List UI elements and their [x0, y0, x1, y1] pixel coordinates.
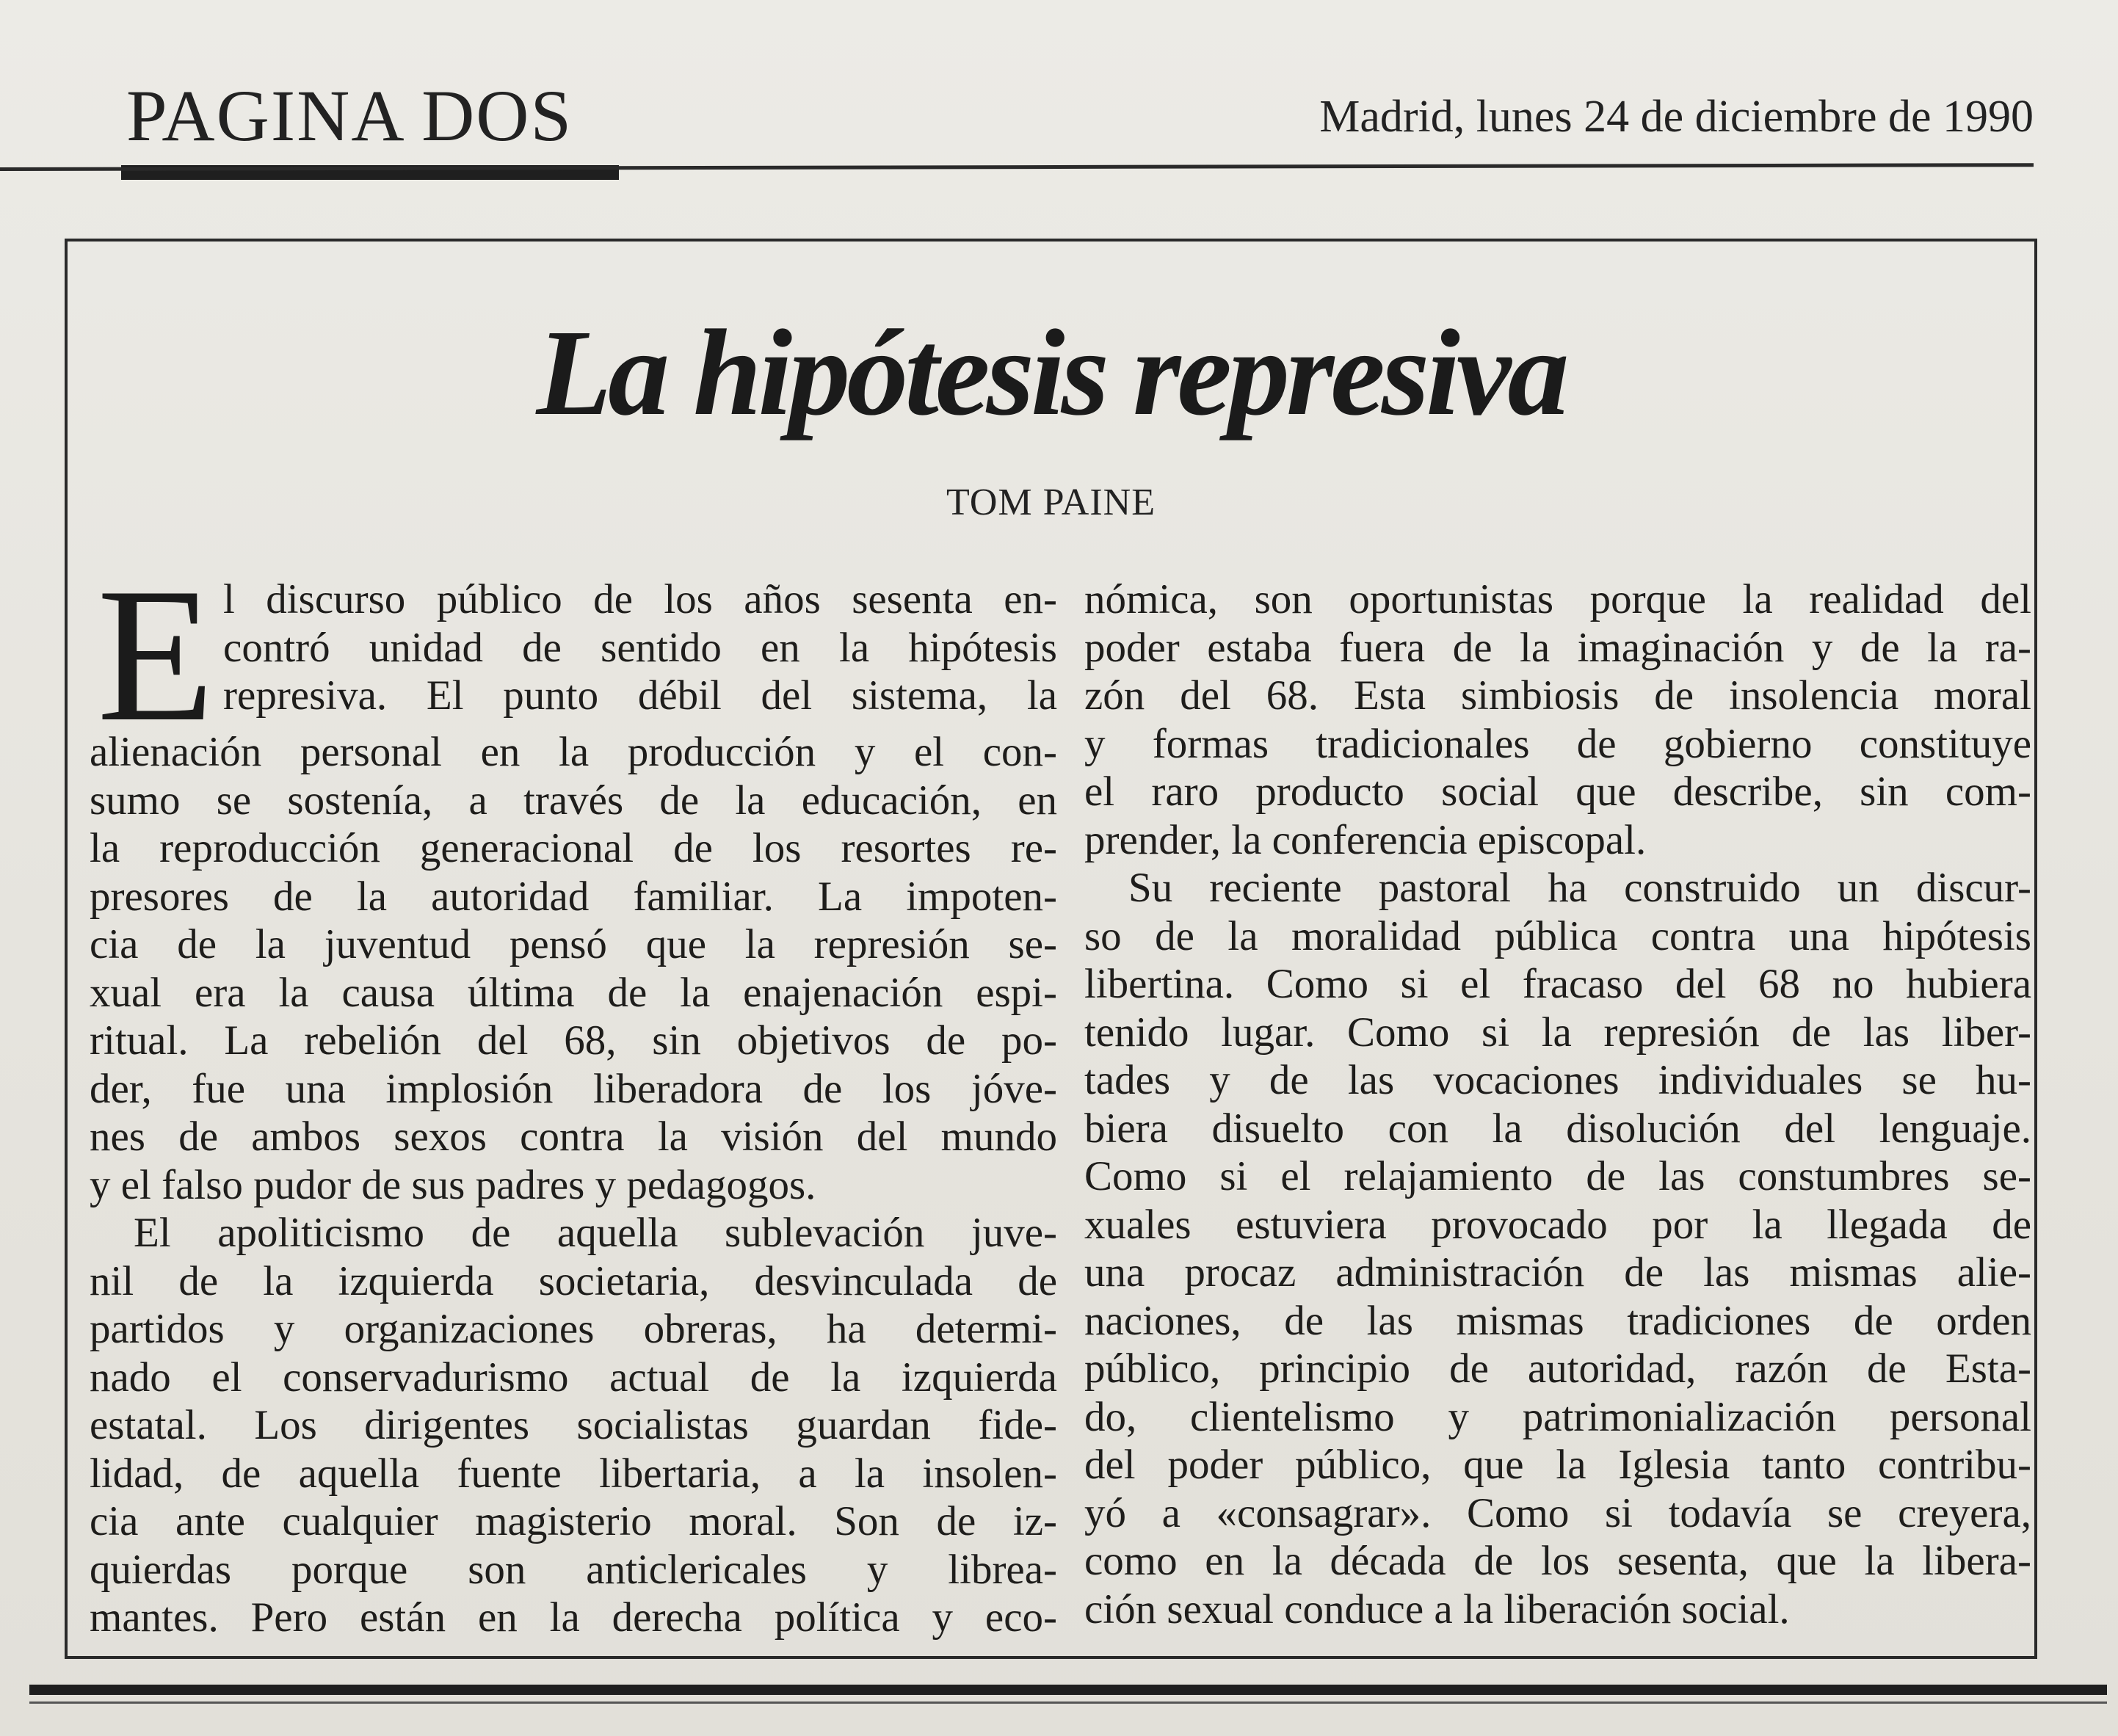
paragraph-3 [1084, 864, 2031, 1633]
text-line: contró unidad de sentido en la hipótesis [223, 624, 1057, 671]
text-line: como en la década de los sesenta, que la libera- [1084, 1538, 2031, 1584]
text-line: sumo se sostenía, a través de la educación, en [90, 777, 1057, 824]
section-title: PAGINA DOS [126, 75, 573, 156]
text-line: Como si el relajamiento de las constumbres se- [1084, 1153, 2031, 1199]
text-line: xual era la causa última de la enajenación espi- [90, 969, 1057, 1016]
bottom-rule [29, 1685, 2107, 1695]
text-line: y formas tradicionales de gobierno constituye [1084, 720, 2031, 767]
header-rule [0, 163, 2034, 171]
text-line: El apoliticismo de aquella sublevación juve- [134, 1210, 1057, 1256]
text-line: una procaz administración de las mismas alie- [1084, 1249, 2031, 1296]
text-line: ritual. La rebelión del 68, sin objetivos de po- [90, 1017, 1057, 1064]
text-line: poder estaba fuera de la imaginación y de la ra- [1084, 624, 2031, 671]
text-line: nes de ambos sexos contra la visión del mundo [90, 1114, 1057, 1160]
text-line: mantes. Pero están en la derecha política y eco- [90, 1594, 1057, 1641]
text-line: biera disuelto con la disolución del lenguaje. [1084, 1105, 2031, 1152]
issue-date: Madrid, lunes 24 de diciembre de 1990 [1319, 92, 2034, 142]
article-headline: La hipótesis represiva [536, 305, 1566, 441]
text-line: nado el conservadurismo actual de la izquierda [90, 1354, 1057, 1401]
text-line: la reproducción generacional de los resortes re- [90, 825, 1057, 871]
text-line: Su reciente pastoral ha construido un discur- [1128, 865, 2031, 911]
text-line: lidad, de aquella fuente libertaria, a la insolen- [90, 1450, 1057, 1497]
text-line: yó a «consagrar». Como si todavía se creyera, [1084, 1489, 2031, 1536]
text-line: represiva. El punto débil del sistema, la [223, 672, 1057, 719]
text-line: partidos y organizaciones obreras, ha determi- [90, 1306, 1057, 1352]
article-byline: TOM PAINE [946, 482, 1156, 523]
text-line: der, fue una implosión liberadora de los jóve- [90, 1065, 1057, 1112]
dropcap-letter: E [97, 548, 215, 761]
text-line: y el falso pudor de sus padres y pedagogos. [90, 1161, 816, 1208]
paragraph-2-continued [1084, 575, 2031, 864]
text-line: alienación personal en la producción y el con- [90, 729, 1057, 775]
article-column-left [90, 548, 1057, 1642]
text-line: el raro producto social que describe, sin com- [1084, 769, 2031, 815]
text-line: público, principio de autoridad, razón de Esta- [1084, 1345, 2031, 1392]
text-line: naciones, de las mismas tradiciones de orden [1084, 1297, 2031, 1344]
paragraph-1 [90, 548, 1057, 1209]
text-line: nil de la izquierda societaria, desvinculada de [90, 1257, 1057, 1304]
text-line: so de la moralidad pública contra una hipótesis [1084, 912, 2031, 959]
text-line: quierdas porque son anticlericales y librea- [90, 1546, 1057, 1593]
text-line: cia de la juventud pensó que la represión se- [90, 921, 1057, 967]
text-line: xuales estuviera provocado por la llegada de [1084, 1201, 2031, 1248]
text-line: tades y de las vocaciones individuales se hu- [1084, 1057, 2031, 1103]
text-line: ción sexual conduce a la liberación social. [1084, 1586, 1790, 1633]
text-line: tenido lugar. Como si la represión de las liber- [1084, 1009, 2031, 1056]
text-line: zón del 68. Esta simbiosis de insolencia moral [1084, 672, 2031, 719]
text-line: cia ante cualquier magisterio moral. Son de iz- [90, 1498, 1057, 1544]
paragraph-2 [90, 1209, 1057, 1642]
text-line: libertina. Como si el fracaso del 68 no hubiera [1084, 961, 2031, 1007]
text-line: l discurso público de los años sesenta en- [223, 576, 1057, 622]
article-column-right [1084, 575, 2031, 1633]
text-line: presores de la autoridad familiar. La impoten- [90, 873, 1057, 920]
text-line: prender, la conferencia episcopal. [1084, 816, 1647, 863]
text-line: del poder público, que la Iglesia tanto contribu- [1084, 1442, 2031, 1488]
text-line: nómica, son oportunistas porque la realidad del [1084, 576, 2031, 622]
article-box [65, 239, 2037, 1659]
bottom-rule-thin [29, 1702, 2107, 1704]
text-line: estatal. Los dirigentes socialistas guardan fide- [90, 1402, 1057, 1448]
text-line: do, clientelismo y patrimonialización personal [1084, 1393, 2031, 1440]
